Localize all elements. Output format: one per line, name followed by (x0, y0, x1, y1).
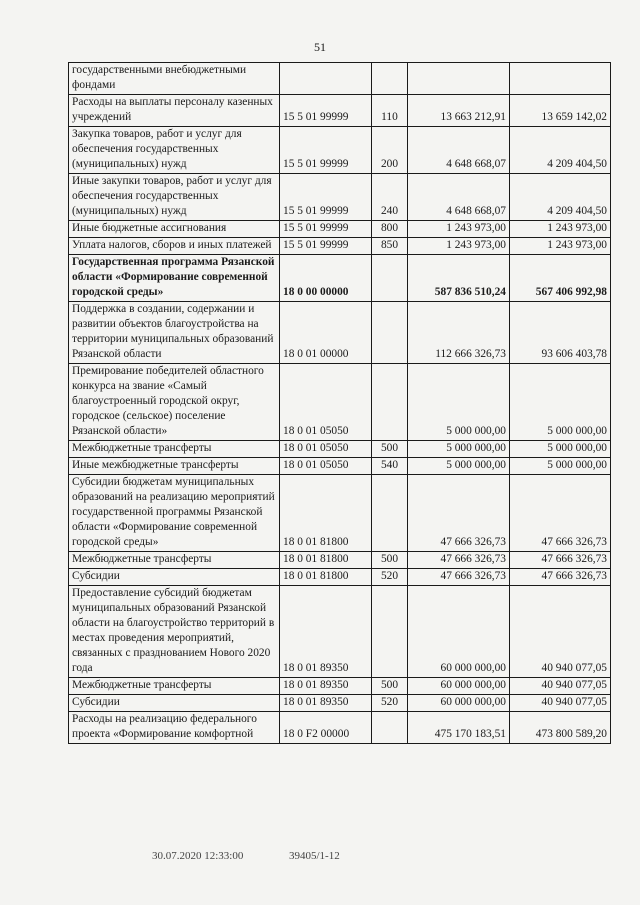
row-expense-type: 200 (372, 127, 408, 174)
row-amount-planned: 13 663 212,91 (408, 95, 510, 127)
row-code: 18 0 01 89350 (280, 678, 372, 695)
row-amount-executed: 1 243 973,00 (510, 238, 611, 255)
row-expense-type: 500 (372, 441, 408, 458)
row-name: Премирование победителей областного конкурса на звание «Самый благоустроенный городской округ, городское (сельское) поселение Рязанской области» (69, 364, 280, 441)
row-amount-executed: 567 406 992,98 (510, 255, 611, 302)
table-row (69, 174, 611, 221)
row-name: Субсидии (69, 569, 280, 586)
budget-table (68, 62, 611, 744)
row-amount-executed: 4 209 404,50 (510, 127, 611, 174)
row-expense-type (372, 255, 408, 302)
row-amount-executed: 5 000 000,00 (510, 441, 611, 458)
row-name: Межбюджетные трансферты (69, 441, 280, 458)
row-code: 15 5 01 99999 (280, 127, 372, 174)
row-amount-planned: 5 000 000,00 (408, 458, 510, 475)
row-expense-type (372, 712, 408, 744)
table-row (69, 475, 611, 552)
row-amount-executed: 13 659 142,02 (510, 95, 611, 127)
row-name: Уплата налогов, сборов и иных платежей (69, 238, 280, 255)
row-name: Субсидии (69, 695, 280, 712)
row-amount-planned: 587 836 510,24 (408, 255, 510, 302)
row-amount-planned: 47 666 326,73 (408, 569, 510, 586)
table-row (69, 441, 611, 458)
row-amount-planned: 5 000 000,00 (408, 364, 510, 441)
table-row (69, 255, 611, 302)
row-amount-planned: 60 000 000,00 (408, 678, 510, 695)
row-expense-type: 500 (372, 552, 408, 569)
row-amount-planned (408, 63, 510, 95)
table-row (69, 302, 611, 364)
row-code: 15 5 01 99999 (280, 238, 372, 255)
row-amount-planned: 4 648 668,07 (408, 127, 510, 174)
row-name: Межбюджетные трансферты (69, 552, 280, 569)
row-amount-planned: 5 000 000,00 (408, 441, 510, 458)
row-name: Предоставление субсидий бюджетам муниципальных образований Рязанской области на благоустройство территорий в местах проведения мероприятий, связанных с празднованием Нового 2020 года (69, 586, 280, 678)
row-amount-executed: 47 666 326,73 (510, 552, 611, 569)
table-row (69, 569, 611, 586)
row-code: 18 0 01 89350 (280, 586, 372, 678)
row-code: 18 0 01 00000 (280, 302, 372, 364)
row-expense-type: 240 (372, 174, 408, 221)
row-name: Иные закупки товаров, работ и услуг для обеспечения государственных (муниципальных) нужд (69, 174, 280, 221)
row-code: 18 0 01 05050 (280, 441, 372, 458)
row-amount-executed: 473 800 589,20 (510, 712, 611, 744)
row-expense-type (372, 63, 408, 95)
row-code: 18 0 01 81800 (280, 569, 372, 586)
row-expense-type: 800 (372, 221, 408, 238)
row-code: 15 5 01 99999 (280, 174, 372, 221)
row-code: 18 0 F2 00000 (280, 712, 372, 744)
row-amount-executed: 40 940 077,05 (510, 695, 611, 712)
row-name: государственными внебюджетными фондами (69, 63, 280, 95)
row-name: Поддержка в создании, содержании и развитии объектов благоустройства на территории муниципальных образований Рязанской области (69, 302, 280, 364)
row-code: 18 0 01 05050 (280, 458, 372, 475)
row-amount-planned: 1 243 973,00 (408, 221, 510, 238)
row-amount-executed: 4 209 404,50 (510, 174, 611, 221)
row-amount-executed: 5 000 000,00 (510, 458, 611, 475)
table-row (69, 63, 611, 95)
table-row (69, 458, 611, 475)
row-code: 15 5 01 99999 (280, 221, 372, 238)
row-expense-type (372, 586, 408, 678)
row-amount-executed: 47 666 326,73 (510, 475, 611, 552)
row-code: 18 0 01 05050 (280, 364, 372, 441)
row-amount-planned: 4 648 668,07 (408, 174, 510, 221)
row-expense-type: 540 (372, 458, 408, 475)
row-amount-planned: 1 243 973,00 (408, 238, 510, 255)
row-expense-type: 520 (372, 695, 408, 712)
table-row (69, 552, 611, 569)
table-row (69, 238, 611, 255)
row-code: 18 0 01 81800 (280, 552, 372, 569)
row-amount-executed (510, 63, 611, 95)
budget-table-body (69, 63, 611, 744)
row-code: 15 5 01 99999 (280, 95, 372, 127)
row-name: Государственная программа Рязанской области «Формирование современной городской среды» (69, 255, 280, 302)
table-row (69, 127, 611, 174)
row-amount-planned: 60 000 000,00 (408, 695, 510, 712)
row-amount-executed: 40 940 077,05 (510, 678, 611, 695)
table-row (69, 95, 611, 127)
row-name: Расходы на реализацию федерального проекта «Формирование комфортной (69, 712, 280, 744)
table-row (69, 364, 611, 441)
row-expense-type (372, 475, 408, 552)
row-code: 18 0 01 81800 (280, 475, 372, 552)
row-amount-executed: 40 940 077,05 (510, 586, 611, 678)
table-row (69, 678, 611, 695)
row-amount-planned: 47 666 326,73 (408, 552, 510, 569)
row-name: Межбюджетные трансферты (69, 678, 280, 695)
table-row (69, 712, 611, 744)
row-amount-planned: 60 000 000,00 (408, 586, 510, 678)
row-amount-executed: 5 000 000,00 (510, 364, 611, 441)
row-expense-type: 500 (372, 678, 408, 695)
row-expense-type: 520 (372, 569, 408, 586)
row-name: Закупка товаров, работ и услуг для обеспечения государственных (муниципальных) нужд (69, 127, 280, 174)
footer-timestamp: 30.07.2020 12:33:00 (152, 850, 244, 862)
row-amount-executed: 47 666 326,73 (510, 569, 611, 586)
row-amount-planned: 47 666 326,73 (408, 475, 510, 552)
row-amount-executed: 93 606 403,78 (510, 302, 611, 364)
row-name: Субсидии бюджетам муниципальных образований на реализацию мероприятий государственной программы Рязанской области «Формирование современной городской среды» (69, 475, 280, 552)
footer-doc-number: 39405/1-12 (289, 850, 340, 862)
row-expense-type: 850 (372, 238, 408, 255)
row-code: 18 0 00 00000 (280, 255, 372, 302)
row-expense-type: 110 (372, 95, 408, 127)
row-name: Иные бюджетные ассигнования (69, 221, 280, 238)
row-amount-planned: 475 170 183,51 (408, 712, 510, 744)
row-expense-type (372, 302, 408, 364)
row-code (280, 63, 372, 95)
table-row (69, 586, 611, 678)
row-code: 18 0 01 89350 (280, 695, 372, 712)
row-amount-planned: 112 666 326,73 (408, 302, 510, 364)
table-row (69, 221, 611, 238)
page-number: 51 (314, 40, 326, 54)
row-name: Расходы на выплаты персоналу казенных учреждений (69, 95, 280, 127)
row-amount-executed: 1 243 973,00 (510, 221, 611, 238)
table-row (69, 695, 611, 712)
row-expense-type (372, 364, 408, 441)
row-name: Иные межбюджетные трансферты (69, 458, 280, 475)
